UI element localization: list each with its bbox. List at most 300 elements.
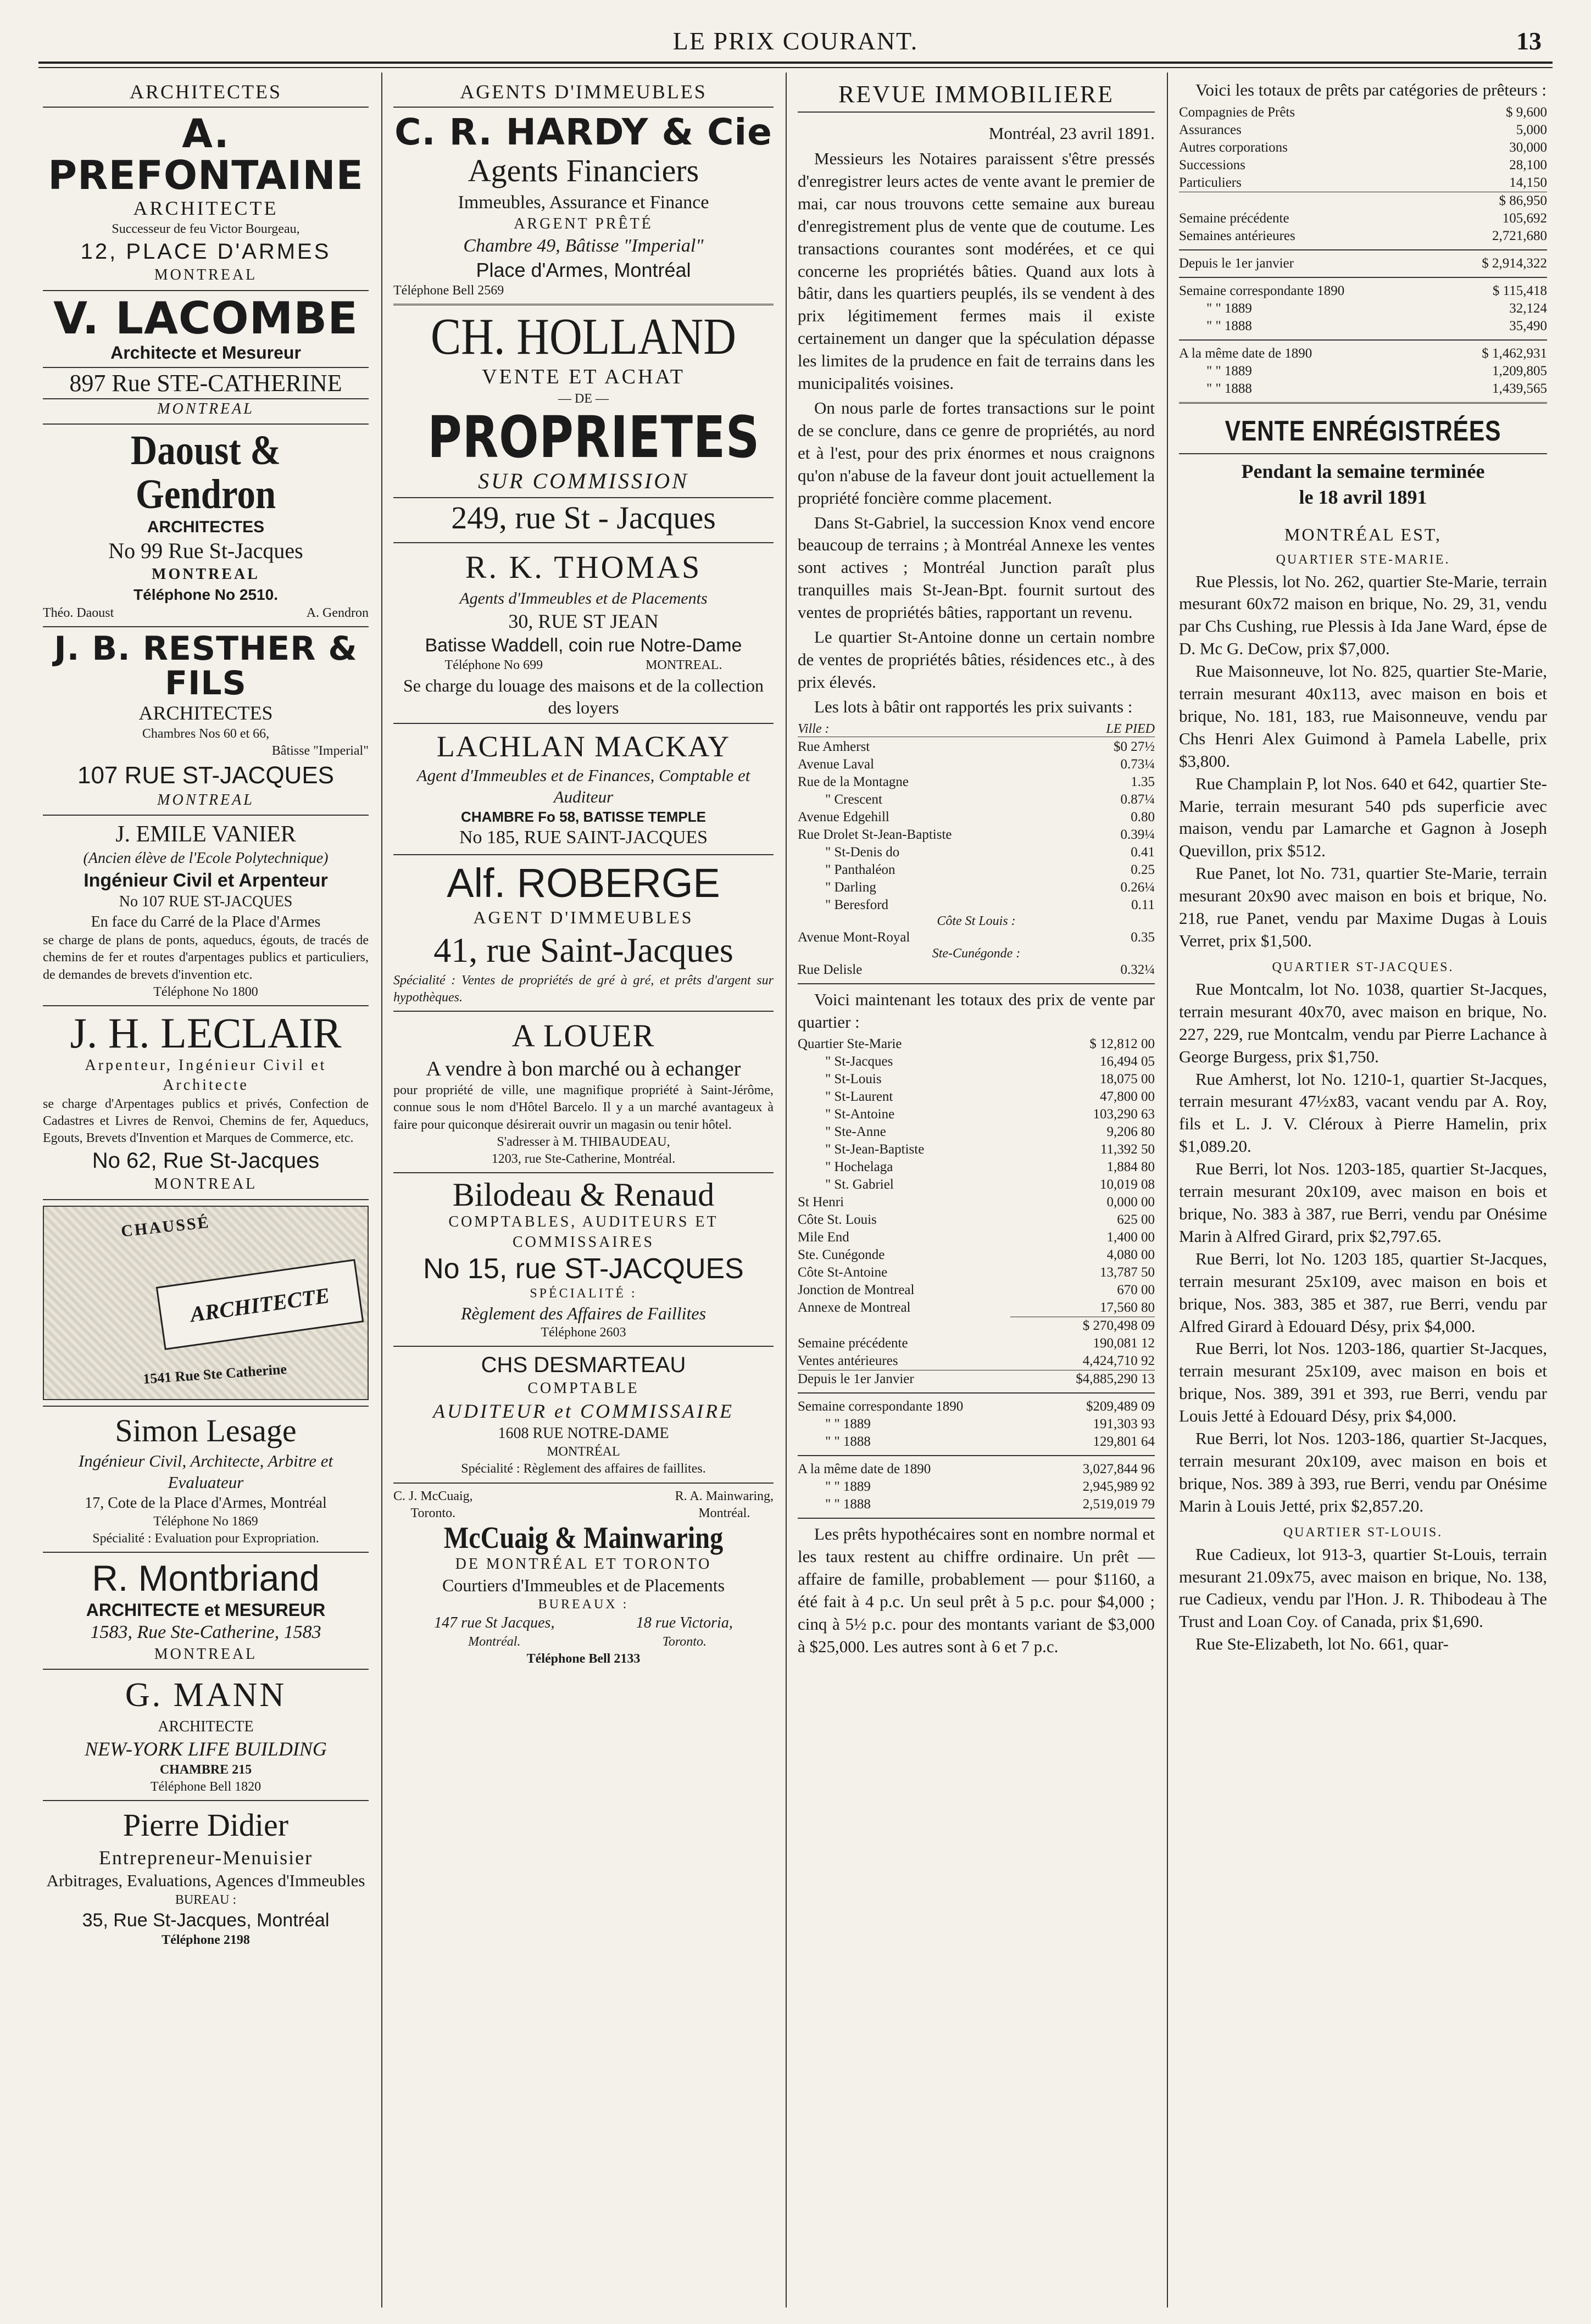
ad-label: BUREAUX :: [538, 1597, 629, 1612]
table-cell: 0.39¼: [1120, 827, 1155, 842]
divider: [43, 1800, 369, 1801]
table-cell: Autres corporations: [1179, 140, 1288, 155]
ad-desmarteau: [393, 1351, 774, 1478]
table-cell: 1,209,805: [1492, 363, 1547, 378]
table-cell: 1.35: [1131, 774, 1155, 789]
ad-city: MONTREAL: [157, 791, 254, 809]
table-row: [798, 791, 1155, 809]
table-row: [798, 738, 1155, 756]
ad-mccuaig: [393, 1488, 774, 1668]
lots-table-cunegonde: [798, 961, 1155, 979]
ad-role: COMPTABLES, AUDITEURS ET COMMISSAIRES: [448, 1213, 719, 1251]
ad-phone: Téléphone Bell 2569: [393, 283, 504, 298]
ad-name: V. LACOMBE: [53, 292, 358, 344]
table-cell: " St-Jacques: [825, 1054, 893, 1069]
table-cell: 5,000: [1516, 122, 1547, 137]
table-cell: 32,124: [1509, 300, 1547, 316]
ad-resther: [43, 629, 369, 810]
table-row: [798, 1053, 1155, 1071]
ad-lacombe: [43, 292, 369, 419]
table-row: [798, 1264, 1155, 1281]
paragraph: Dans St-Gabriel, la succession Knox vend encore beaucoup de terrains ; à Montréal Annexe les ventes sont actives ; Montréal Junction paraît plus tranquilles mais St-Jean-Bpt. fournit surtout des ventes de propriétés bâties, rapportant un revenu.: [798, 512, 1155, 622]
lenders-summary: [1179, 192, 1547, 210]
table-row: [798, 1141, 1155, 1158]
ad-desc: pour propriété de ville, une magnifique propriété à Saint-Jérôme, connue sous le nom d'Hôtel Barcelo. Il y a un marché avantageux à faire pour quiconque désirerait ouvrir un magasin ou tenir hôtel.: [393, 1083, 774, 1132]
divider: [393, 1346, 774, 1347]
table-cell: [798, 1317, 1010, 1335]
ad-contact: [393, 657, 774, 674]
table-cell: $ 86,950: [1179, 192, 1547, 210]
ad-role: ARCHITECTE et MESUREUR: [86, 1600, 326, 1620]
table-cell: 2,519,019 79: [1082, 1497, 1155, 1512]
table-cell: Avenue Edgehill: [798, 809, 889, 824]
table-cell: 11,392 50: [1100, 1142, 1155, 1157]
ad-name: CHS DESMARTEAU: [481, 1353, 686, 1378]
divider: [393, 542, 774, 543]
ad-montbriand: [43, 1557, 369, 1664]
ad-name: Simon Lesage: [115, 1412, 297, 1448]
table-cell: 0.80: [1131, 809, 1155, 824]
ad-desc: se charge d'Arpentages publics et privés, Confection de Cadastres et Livres de Renvoi, Chemins de fer, Aqueducs, Egouts, Brevets d'Invention et Marques de Commerce, etc.: [43, 1096, 369, 1145]
paragraph: Messieurs les Notaires paraissent s'être pressés d'enregistrer leurs actes de vente avant le premier de mai, car nous trouvons cette semaine aux bureau d'enregistrement plus de vente que de coutume. Les transactions courantes sont modérées, et ce qui concerne les propriétés bâties. Quand aux lots à bâtir, dans les quartiers peuplés, ils se vendent à des prix légitimement fermes mais il existe certainement un danger que la spéculation dépasse les limites de la prudence en fait de terrains dans les municipalités voisines.: [798, 149, 1155, 393]
table-row: [798, 1335, 1155, 1352]
page-number: 13: [1516, 27, 1542, 55]
article-date: Montréal, 23 avril 1891.: [988, 124, 1155, 143]
table-cell: " St-Denis do: [825, 844, 900, 860]
ad-daoust: [43, 429, 369, 622]
table-cell: Annexe de Montreal: [798, 1300, 911, 1316]
ad-city: MONTREAL: [154, 1645, 258, 1663]
ad-specialty: Spécialité : Règlement des affaires de faillites.: [461, 1462, 706, 1476]
lots-table: [798, 738, 1155, 914]
ad-city: MONTREAL: [152, 566, 260, 583]
table-cell: 16,494 05: [1100, 1054, 1155, 1069]
same-date-table: [1179, 345, 1547, 398]
table-cell: 28,100: [1509, 157, 1547, 172]
table-row: [798, 1229, 1155, 1246]
section-title: REVUE IMMOBILIERE: [798, 77, 1155, 113]
divider: [43, 815, 369, 816]
ad-name: G. MANN: [125, 1676, 287, 1714]
table-cell: 0.32¼: [1120, 962, 1155, 977]
table-cell: 47,800 00: [1100, 1089, 1155, 1105]
quartier-heading: QUARTIER ST-LOUIS.: [1283, 1525, 1443, 1540]
divider: [798, 983, 1155, 984]
ad-city: MONTREAL: [154, 1175, 258, 1193]
header-rule: [38, 62, 1553, 64]
divider: [43, 423, 369, 425]
ad-address: 249, rue St - Jacques: [393, 497, 774, 538]
partner-name: Théo. Daoust: [43, 606, 114, 621]
divider: [1179, 402, 1547, 404]
divider: [393, 723, 774, 724]
address-block: [636, 1613, 733, 1651]
vente-subtitle: le 18 avril 1891: [1299, 486, 1427, 508]
ad-phone: Téléphone No 1869: [153, 1514, 258, 1529]
table-row: [798, 1176, 1155, 1194]
table-cell: " " 1889: [1206, 363, 1252, 378]
table-cell: 18,075 00: [1100, 1072, 1155, 1087]
ad-phone: Téléphone No 699: [444, 658, 543, 673]
ad-label: SPÉCIALITÉ :: [530, 1286, 637, 1301]
ad-name: J. B. RESTHER & FILS: [54, 629, 358, 703]
table-cell: 10,019 08: [1100, 1177, 1155, 1192]
table-row: [798, 1352, 1155, 1370]
page-title: LE PRIX COURANT.: [672, 27, 919, 55]
ad-address: Place d'Armes, Montréal: [476, 259, 691, 282]
ad-address: 35, Rue St-Jacques, Montréal: [82, 1909, 330, 1931]
divider: [43, 1406, 369, 1407]
ad-role: Agents Financiers: [468, 153, 699, 189]
table-row: [798, 756, 1155, 773]
table-row: [798, 861, 1155, 879]
table-cell: " St-Jean-Baptiste: [825, 1142, 925, 1157]
table-row: [798, 1123, 1155, 1141]
table-row: [798, 1496, 1155, 1513]
partner-city: Toronto.: [410, 1506, 456, 1520]
table-cell: Depuis le 1er janvier: [1179, 255, 1294, 271]
table-row: [798, 929, 1155, 946]
engraving-text: 1541 Rue Ste Catherine: [142, 1361, 287, 1387]
table-cell: $0 27½: [1114, 739, 1155, 754]
corr-table: [798, 1398, 1155, 1451]
ad-line: En face du Carré de la Place d'Armes: [91, 913, 321, 930]
table-cell: " Crescent: [825, 792, 882, 807]
table-row: [798, 1194, 1155, 1211]
column-divider: [381, 73, 382, 2308]
ad-subtitle: A vendre à bon marché ou à echanger: [426, 1057, 741, 1080]
table-cell: Semaine précédente: [798, 1336, 908, 1351]
ad-line: ARGENT PRÊTÉ: [514, 215, 653, 233]
table-cell: 670 00: [1117, 1283, 1155, 1298]
ad-line: — DE —: [558, 391, 609, 406]
ad-contact: S'adresser à M. THIBAUDEAU,: [497, 1134, 670, 1149]
ad-name: LACHLAN MACKAY: [436, 729, 731, 763]
totals-summary: [798, 1317, 1155, 1388]
table-cell: 0,000 00: [1106, 1195, 1155, 1210]
divider: [1179, 249, 1547, 250]
table-cell: Rue de la Montagne: [798, 774, 909, 789]
table-row: [1179, 157, 1547, 174]
ad-line: DE MONTRÉAL ET TORONTO: [455, 1555, 712, 1573]
sale-entry: Rue Berri, lot Nos. 1203-185, quartier St-Jacques, terrain mesurant 20x109, avec maison en bois et brique, No. 383 à 387, rue Berri, vendu par Onésime Marin à Alfred Girard, prix $2,797.65.: [1179, 1159, 1547, 1246]
ad-address: 1608 RUE NOTRE-DAME: [498, 1424, 669, 1442]
ad-line: Bâtisse "Imperial": [271, 744, 369, 759]
table-cell: 105,692: [1502, 210, 1547, 226]
table-cell: " " 1888: [825, 1497, 871, 1512]
table-cell: Ste. Cunégonde: [798, 1247, 885, 1263]
table-cell: Mile End: [798, 1230, 849, 1245]
table-cell: 17,560 80: [1100, 1300, 1155, 1316]
divider: [43, 290, 369, 291]
quartier-heading: QUARTIER STE-MARIE.: [1276, 552, 1450, 567]
section-title: ARCHITECTES: [43, 77, 369, 108]
ad-prefontaine: [43, 110, 369, 286]
ad-address: 107 RUE ST-JACQUES: [77, 761, 335, 789]
ad-office: Chambre 49, Bâtisse "Imperial": [463, 235, 704, 256]
ad-room: CHAMBRE 215: [159, 1763, 252, 1777]
partner-name: A. Gendron: [306, 606, 369, 621]
table-cell: Rue Amherst: [798, 739, 870, 754]
divider: [393, 1172, 774, 1173]
table-cell: Jonction de Montreal: [798, 1283, 915, 1298]
table-cell: 0.11: [1131, 897, 1155, 912]
ad-city: MONTRÉAL: [547, 1445, 620, 1459]
vente-title: VENTE ENRÉGISTRÉES: [1225, 415, 1501, 447]
ad-services: Immeubles, Assurance et Finance: [458, 192, 709, 213]
table-row: [798, 1071, 1155, 1088]
ad-addresses: [393, 1613, 774, 1651]
ad-lesage: [43, 1411, 369, 1548]
quartier-heading: QUARTIER ST-JACQUES.: [1272, 960, 1454, 974]
table-cell: 0.73¼: [1120, 756, 1155, 772]
table-cell: 0.35: [1131, 929, 1155, 945]
table-cell: Avenue Mont-Royal: [798, 929, 910, 945]
ad-line: SUR COMMISSION: [478, 468, 689, 493]
paragraph: Voici maintenant les totaux des prix de vente par quartier :: [798, 989, 1155, 1032]
divider: [393, 854, 774, 855]
table-cell: A la même date de 1890: [1179, 345, 1312, 361]
vente-subtitle: Pendant la semaine terminée: [1241, 460, 1485, 482]
ad-role: VENTE ET ACHAT: [482, 365, 685, 389]
ad-role: COMPTABLE: [527, 1380, 639, 1397]
ad-title: A LOUER: [511, 1018, 655, 1054]
table-cell: " Hochelaga: [825, 1160, 893, 1175]
table-cell: 14,150: [1509, 175, 1547, 190]
ad-desc: Se charge du louage des maisons et de la collection des loyers: [403, 675, 764, 717]
ad-city: MONTREAL.: [646, 658, 722, 673]
table-cell: 2,721,680: [1492, 228, 1547, 243]
table-row: [798, 896, 1155, 914]
ad-hardy: [393, 113, 774, 299]
table-cell: " " 1889: [1206, 300, 1252, 316]
table-cell: Rue Delisle: [798, 962, 863, 977]
entries-louis: [1179, 1543, 1547, 1656]
lots-table-cote: [798, 929, 1155, 946]
divider: [1179, 453, 1547, 454]
same-date-table: [798, 1461, 1155, 1513]
table-cell: 191,303 93: [1093, 1417, 1155, 1432]
table-cell: " " 1888: [1206, 318, 1252, 333]
table-row: [798, 1433, 1155, 1451]
sale-entry: Rue Berri, lot Nos. 1203-186, quartier St-Jacques, terrain mesurant 20x109, avec maison en bois et brique, Nos. 389 à 393, rue Berri, vendu par Onésime Marin à Louis Jetté, prix $2,857.20.: [1179, 1429, 1547, 1515]
table-cell: " St-Antoine: [825, 1107, 895, 1122]
ad-name: J. EMILE VANIER: [115, 821, 296, 847]
partner-block: [393, 1488, 473, 1522]
table-cell: " Panthaléon: [825, 862, 895, 877]
table-row: [1179, 255, 1547, 272]
table-row: [798, 1281, 1155, 1299]
chausse-engraving: [43, 1206, 369, 1400]
table-row: [1179, 121, 1547, 139]
section-title: AGENTS D'IMMEUBLES: [393, 77, 774, 108]
ad-role: Architecte et Mesureur: [110, 342, 301, 363]
table-subhead: Côte St Louis :: [937, 913, 1016, 928]
ad-specialty: Règlement des Affaires de Faillites: [460, 1303, 707, 1324]
table-row: [798, 1106, 1155, 1123]
paragraph: Le quartier St-Antoine donne un certain nombre de ventes de propriétés bâties, résidences etc., à des prix élevés.: [798, 627, 1155, 692]
ad-phone: Téléphone Bell 2133: [526, 1651, 641, 1666]
ad-address: 1203, rue Ste-Catherine, Montréal.: [491, 1152, 676, 1167]
table-cell: 0.25: [1131, 862, 1155, 877]
engraving-banner: ARCHITECTE: [156, 1259, 364, 1350]
ad-mackay: [393, 728, 774, 850]
ad-address: 897 Rue STE-CATHERINE: [43, 367, 369, 399]
engraving-text: CHAUSSÉ: [120, 1213, 211, 1240]
sale-entry: Rue Ste-Elizabeth, lot No. 661, quar-: [1195, 1634, 1449, 1654]
ad-address: 17, Cote de la Place d'Armes, Montréal: [85, 1494, 327, 1512]
table-cell: Rue Drolet St-Jean-Baptiste: [798, 827, 952, 842]
ad-role: ARCHITECTE: [158, 1718, 254, 1735]
ad-building: NEW-YORK LIFE BUILDING: [85, 1738, 327, 1760]
ad-role: ARCHITECTES: [138, 702, 273, 724]
paragraph: Voici les totaux de prêts par catégories de prêteurs :: [1195, 80, 1547, 99]
divider: [43, 626, 369, 627]
ad-big: PROPRIETES: [427, 403, 760, 471]
ad-name: A. PREFONTAINE: [48, 110, 364, 198]
ad-name: Daoust & Gendron: [130, 427, 281, 517]
ad-address: 41, rue Saint-Jacques: [433, 930, 733, 969]
table-cell: Avenue Laval: [798, 756, 875, 772]
table-cell: 0.26¼: [1120, 879, 1155, 895]
ad-city: MONTREAL: [157, 400, 254, 417]
ad-thomas: [393, 548, 774, 718]
table-row: [1179, 363, 1547, 380]
table-row: [798, 1478, 1155, 1496]
table-cell: 30,000: [1509, 140, 1547, 155]
table-row: [798, 1461, 1155, 1478]
totals-table: [798, 1035, 1155, 1317]
table-cell: $ 12,812 00: [1089, 1036, 1155, 1052]
table-cell: $4,885,290 13: [1010, 1370, 1155, 1389]
table-cell: " St. Gabriel: [825, 1177, 894, 1192]
ad-didier: [43, 1805, 369, 1949]
table-row: [798, 879, 1155, 896]
ad-room: CHAMBRE Fo 58, BATISSE TEMPLE: [461, 808, 706, 825]
ad-vanier: [43, 820, 369, 1001]
table-cell: Compagnies de Prêts: [1179, 104, 1295, 120]
table-cell: $ 2,914,322: [1482, 255, 1547, 271]
table-header-cell: LE PIED: [1106, 721, 1155, 736]
table-row: [798, 809, 1155, 826]
ad-city: MONTREAL: [154, 266, 258, 284]
table-cell: " " 1888: [1206, 381, 1252, 396]
ad-address: No 99 Rue St-Jacques: [108, 538, 303, 564]
table-header-cell: Ville :: [798, 721, 830, 736]
ad-role: Courtiers d'Immeubles et de Placements: [442, 1575, 725, 1596]
ad-address: 1583, Rue Ste-Catherine, 1583: [90, 1622, 321, 1643]
table-cell: 190,081 12: [1093, 1336, 1155, 1351]
table-cell: 3,027,844 96: [1082, 1462, 1155, 1477]
table-cell: Semaines antérieures: [1179, 228, 1295, 243]
table-cell: $ 115,418: [1492, 283, 1547, 298]
table-cell: 13,787 50: [1100, 1265, 1155, 1280]
divider: [1179, 277, 1547, 278]
ad-line: Successeur de feu Victor Bourgeau,: [112, 222, 300, 237]
table-row: [1179, 282, 1547, 300]
ad-phone: Téléphone No 2510.: [133, 586, 278, 603]
table-cell: Ventes antérieures: [798, 1353, 898, 1369]
ad-city: Toronto.: [662, 1634, 707, 1649]
table-cell: " Ste-Anne: [825, 1124, 886, 1140]
ad-desc: se charge de plans de ponts, aqueducs, égouts, de tracés de chemins de fer et routes d'arpentages publics et particuliers, de demandes de brevets d'invention etc.: [43, 933, 369, 982]
ad-bilodeau: [393, 1178, 774, 1341]
divider: [798, 1518, 1155, 1519]
page-header: [38, 22, 1553, 60]
table-row: [798, 773, 1155, 791]
sale-entry: Rue Champlain P, lot Nos. 640 et 642, quartier Ste-Marie, terrain mesurant 540 pds superficie avec maison, vendu par Lamarche et Gagnon à Joseph Quevillon, prix $512.: [1179, 773, 1547, 861]
ad-address: No 15, rue ST-JACQUES: [423, 1253, 744, 1285]
column-ventes: [1171, 77, 1553, 2308]
divider: [43, 1669, 369, 1670]
table-cell: 4,424,710 92: [1082, 1353, 1155, 1369]
sale-entry: Rue Plessis, lot No. 262, quartier Ste-Marie, terrain mesurant 60x72 maison en brique, No. 29, 31, vendu par Chs Cushing, rue Plessis à Ida Jane Ward, épse de D. Mc G. DeCow, prix $7,000.: [1179, 571, 1547, 659]
table-row: [1179, 227, 1547, 245]
table-row: [798, 961, 1155, 979]
divider: [43, 1199, 369, 1200]
divider: [393, 1483, 774, 1484]
table-cell: 1,400 00: [1106, 1230, 1155, 1245]
ad-address: 18 rue Victoria,: [636, 1614, 733, 1632]
table-cell: " " 1889: [825, 1479, 871, 1495]
ad-name: McCuaig & Mainwaring: [443, 1520, 724, 1555]
ad-phone: Téléphone 2603: [541, 1325, 626, 1340]
table-cell: " St-Louis: [825, 1072, 882, 1087]
ad-role: Ingénieur Civil, Architecte, Arbitre et Evaluateur: [78, 1451, 333, 1492]
table-row: [1179, 300, 1547, 317]
ad-specialty: Spécialité : Evaluation pour Expropriation.: [92, 1531, 319, 1546]
ad-partners: [43, 605, 369, 622]
ad-name: R. K. THOMAS: [465, 549, 702, 586]
table-cell: Quartier Ste-Marie: [798, 1036, 902, 1052]
divider: [43, 1552, 369, 1553]
ad-line: (Ancien élève de l'Ecole Polytechnique): [83, 850, 329, 867]
table-row: [798, 1246, 1155, 1264]
ad-name: R. Montbriand: [92, 1558, 320, 1599]
table-row: [798, 1299, 1155, 1317]
table-cell: Côte St-Antoine: [798, 1265, 888, 1280]
divider: [393, 1011, 774, 1012]
sale-entry: Rue Cadieux, lot 913-3, quartier St-Louis, terrain mesurant 21.09x75, avec maison en brique, No. 138, rue Cadieux, vendu par l'Hon. J. R. Thibodeau à The Trust and Loan Coy. of Canada, prix $1,690.: [1179, 1544, 1547, 1631]
ad-role: ARCHITECTE: [133, 197, 279, 220]
table-row: [798, 844, 1155, 861]
divider: [798, 1455, 1155, 1456]
table-cell: " Darling: [825, 879, 876, 895]
ad-address: 30, RUE ST JEAN: [508, 610, 659, 632]
ad-role2: AUDITEUR et COMMISSAIRE: [433, 1400, 734, 1422]
partner-name: C. J. McCuaig,: [393, 1489, 473, 1503]
table-cell: 129,801 64: [1093, 1434, 1155, 1450]
table-cell: Particuliers: [1179, 175, 1242, 190]
table-cell: $209,489 09: [1086, 1399, 1155, 1414]
lots-table-header: [798, 722, 1155, 737]
table-cell: Semaine correspondante 1890: [798, 1399, 964, 1414]
table-row: [798, 1035, 1155, 1053]
ad-city: Montréal.: [468, 1634, 521, 1649]
ad-services: Arbitrages, Evaluations, Agences d'Immeubles: [46, 1870, 365, 1890]
table-row: [1179, 345, 1547, 363]
ad-role: ARCHITECTES: [147, 517, 265, 536]
sale-entry: Rue Berri, lot Nos. 1203-186, quartier St-Jacques, terrain mesurant 25x109, avec maison en bois et brique, Nos. 389, 391 et 393, rue Berri, vendu par Louis Jetté à Edouard Désy, prix $4,000.: [1179, 1339, 1547, 1426]
sale-entry: Rue Montcalm, lot No. 1038, quartier St-Jacques, terrain mesurant 40x70, avec maison en brique, No. 227, 229, rue Montcalm, vendu par Pierre Lachance à George Burgess, prix $1,750.: [1179, 979, 1547, 1066]
table-cell: A la même date de 1890: [798, 1462, 931, 1477]
table-cell: Depuis le 1er Janvier: [798, 1370, 1010, 1389]
table-cell: $ 9,600: [1506, 104, 1547, 120]
table-cell: 0.41: [1131, 844, 1155, 860]
ad-role: AGENT D'IMMEUBLES: [473, 907, 694, 927]
table-row: [798, 1398, 1155, 1415]
ad-louer: [393, 1016, 774, 1168]
